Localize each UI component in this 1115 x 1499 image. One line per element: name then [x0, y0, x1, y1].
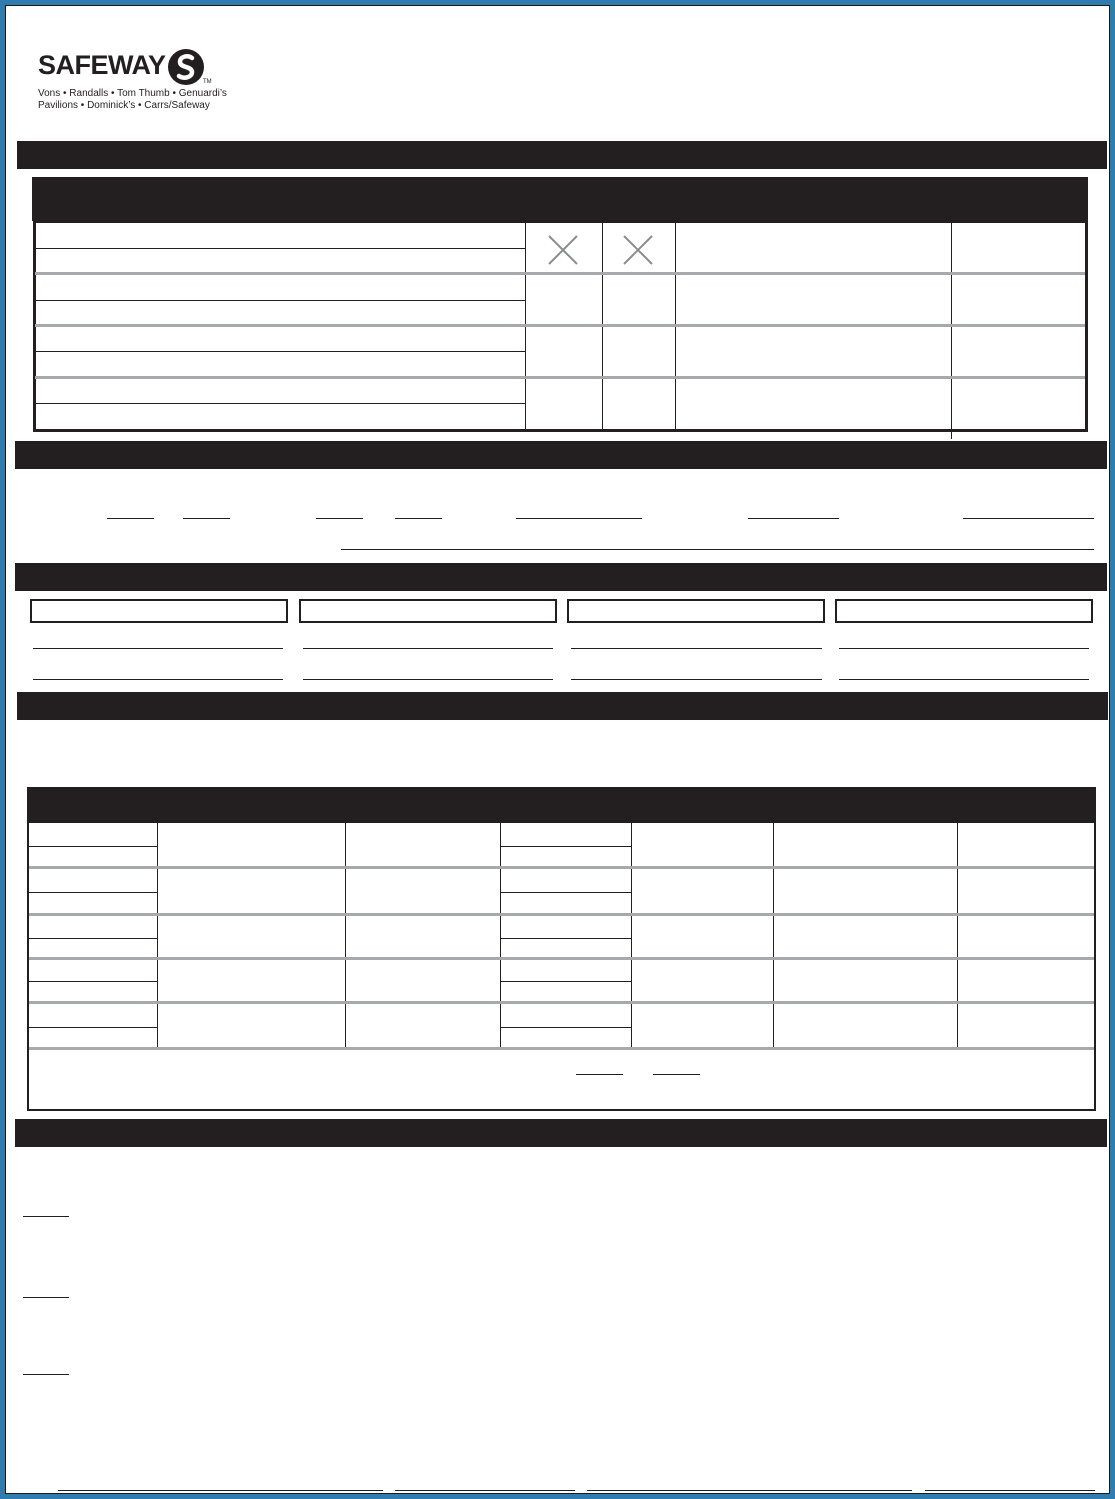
blank-field[interactable]: [839, 648, 1089, 649]
blank-field[interactable]: [516, 518, 642, 519]
x-mark-icon: [622, 234, 654, 266]
column-header-box: [299, 599, 557, 623]
blank-field[interactable]: [576, 1074, 623, 1075]
table-1-subrow-line: [35, 300, 525, 301]
section-bar-4: [17, 692, 1108, 720]
initials-field[interactable]: [23, 1374, 69, 1375]
table-4-row-divider: [29, 1001, 1094, 1004]
blank-field[interactable]: [395, 518, 442, 519]
table-4-subrow-line: [501, 846, 631, 847]
table-1-subrow-line: [35, 248, 525, 249]
blank-field[interactable]: [303, 679, 553, 680]
table-4-subrow-line: [29, 1027, 157, 1028]
signature-field[interactable]: [395, 1490, 575, 1491]
blank-field[interactable]: [33, 648, 283, 649]
table-4-body: [27, 821, 1096, 1111]
blank-field[interactable]: [963, 518, 1094, 519]
table-4-header-bar: [27, 787, 1096, 822]
blank-field[interactable]: [183, 518, 230, 519]
logo-wordmark: SAFEWAY: [38, 50, 166, 80]
table-4-subrow-line: [29, 846, 157, 847]
table-4-vline: [773, 822, 774, 1049]
signature-field[interactable]: [587, 1490, 912, 1491]
table-1-row-divider: [35, 272, 1085, 275]
table-1-row-divider: [35, 324, 1085, 327]
table-4-vline: [957, 822, 958, 1049]
column-header-box: [835, 599, 1093, 623]
table-1-subrow-line: [35, 351, 525, 352]
logo-subline-2: Pavilions • Dominick’s • Carrs/Safeway: [38, 100, 210, 111]
table-4-subrow-line: [29, 981, 157, 982]
trademark-mark: TM: [203, 79, 212, 85]
blank-field[interactable]: [653, 1074, 700, 1075]
blank-field[interactable]: [839, 679, 1089, 680]
x-mark-icon: [547, 234, 579, 266]
table-1-vline: [951, 221, 952, 439]
blank-field[interactable]: [303, 648, 553, 649]
initials-field[interactable]: [23, 1297, 69, 1298]
blank-field[interactable]: [107, 518, 154, 519]
section-bar-5: [15, 1119, 1107, 1147]
logo-subline-1: Vons • Randalls • Tom Thumb • Genuardi’s: [38, 88, 227, 99]
table-4-row-divider: [29, 957, 1094, 960]
blank-field[interactable]: [316, 518, 363, 519]
table-4-vline: [157, 822, 158, 1049]
table-4-subrow-line: [501, 938, 631, 939]
table-4-subrow-line: [501, 892, 631, 893]
table-4-subrow-line: [501, 981, 631, 982]
table-4-subrow-line: [501, 1027, 631, 1028]
section-bar-1: [17, 141, 1107, 169]
table-4-vline: [631, 822, 632, 1049]
signature-field[interactable]: [925, 1490, 1095, 1491]
signature-field[interactable]: [58, 1490, 383, 1491]
table-4-row-divider: [29, 913, 1094, 916]
column-header-box: [567, 599, 825, 623]
table-4-row-divider: [29, 1047, 1094, 1050]
blank-field[interactable]: [341, 549, 1094, 550]
table-4-vline: [345, 822, 346, 1049]
table-4-vline: [500, 822, 501, 1049]
table-4-row-divider: [29, 866, 1094, 869]
blank-field[interactable]: [571, 679, 822, 680]
blank-field[interactable]: [571, 648, 822, 649]
table-1-subrow-line: [35, 403, 525, 404]
table-1-row-divider: [35, 376, 1085, 379]
table-1-header-bar: [32, 177, 1088, 221]
table-4-subrow-line: [29, 892, 157, 893]
blank-field[interactable]: [748, 518, 839, 519]
blank-field[interactable]: [33, 679, 283, 680]
table-4-subrow-line: [29, 938, 157, 939]
section-bar-2: [15, 441, 1107, 469]
initials-field[interactable]: [23, 1216, 69, 1217]
section-bar-3: [15, 563, 1107, 591]
safeway-s-logo-icon: [168, 49, 204, 85]
column-header-box: [30, 599, 288, 623]
